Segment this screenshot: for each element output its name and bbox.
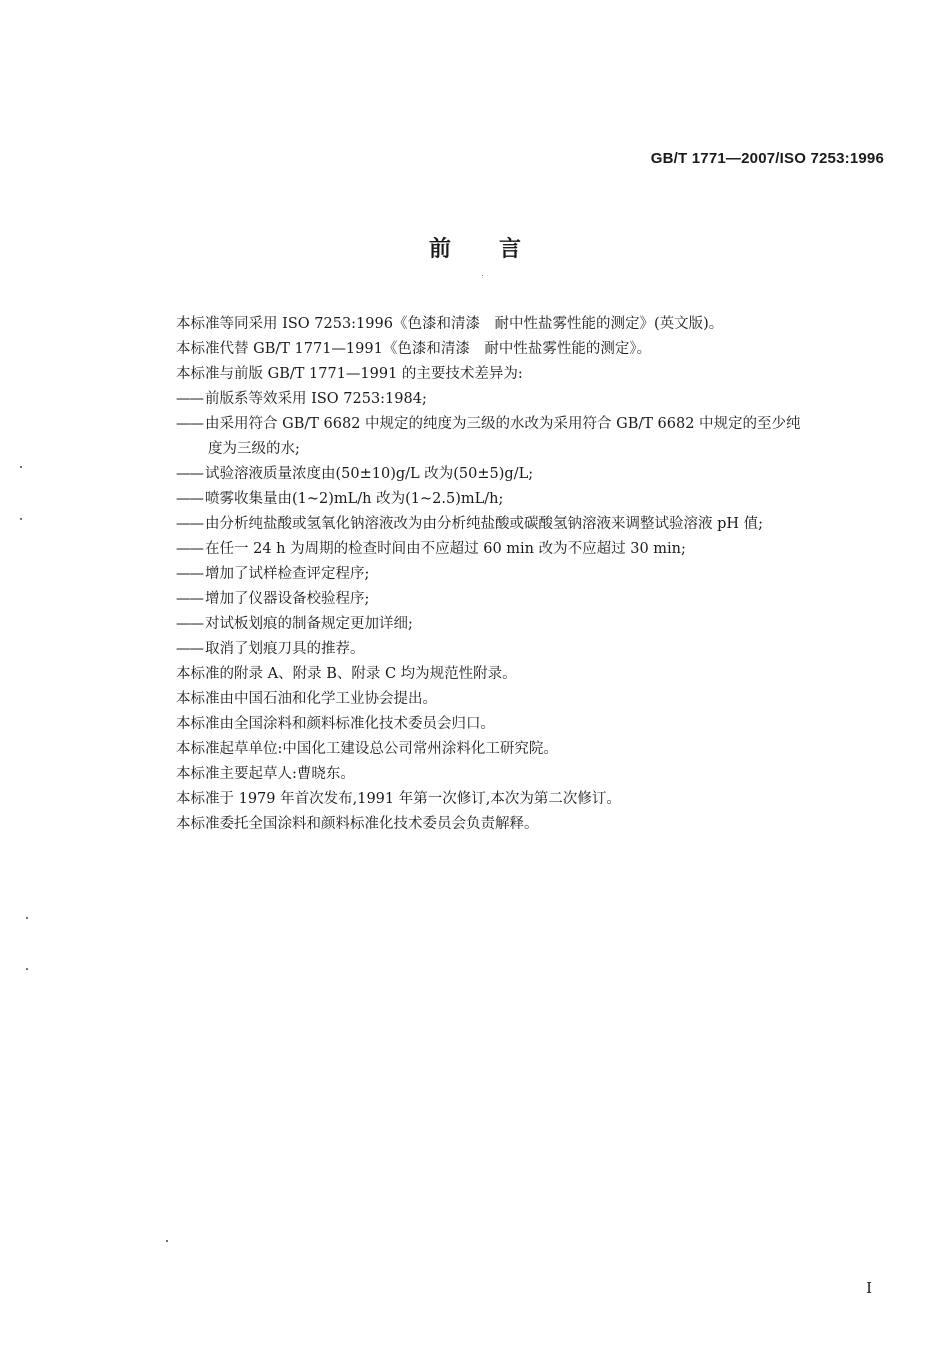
list-item-text: 前版系等效采用 ISO 7253:1984;: [205, 391, 427, 407]
list-item: [176, 562, 896, 587]
list-item-text: 由采用符合 GB/T 6682 中规定的纯度为三级的水改为采用符合 GB/T 6682 中规定的至少纯: [205, 416, 801, 432]
paragraph-differences-intro: 本标准与前版 GB/T 1771—1991 的主要技术差异为:: [176, 366, 523, 382]
dash-marker: ——: [176, 641, 203, 657]
paragraph-administrator: 本标准由全国涂料和颜料标准化技术委员会归口。: [176, 716, 495, 732]
list-item-text: 由分析纯盐酸或氢氧化钠溶液改为由分析纯盐酸或碳酸氢钠溶液来调整试验溶液 pH 值;: [205, 516, 764, 532]
list-item: [176, 487, 896, 512]
list-item: [176, 512, 896, 537]
paragraph-interpretation: 本标准委托全国涂料和颜料标准化技术委员会负责解释。: [176, 816, 539, 832]
dash-marker: ——: [176, 491, 203, 507]
list-item-text: 增加了试样检查评定程序;: [205, 566, 370, 582]
list-item: [176, 637, 896, 662]
list-item: [176, 587, 896, 612]
list-item-text: 试验溶液质量浓度由(50±10)g/L 改为(50±5)g/L;: [205, 466, 534, 482]
dash-marker: ——: [176, 566, 203, 582]
paragraph-history: 本标准于 1979 年首次发布,1991 年第一次修订,本次为第二次修订。: [176, 791, 621, 807]
list-item: [176, 412, 896, 437]
scan-speck: [166, 1240, 168, 1242]
dash-marker: ——: [176, 591, 203, 607]
dash-marker: ——: [176, 541, 203, 557]
list-item-text: 增加了仪器设备校验程序;: [205, 591, 370, 607]
list-item-text: 对试板划痕的制备规定更加详细;: [205, 616, 413, 632]
list-item-text: 在任一 24 h 为周期的检查时间由不应超过 60 min 改为不应超过 30 min;: [205, 541, 686, 557]
list-item-text: 取消了划痕刀具的推荐。: [205, 641, 365, 657]
dash-marker: ——: [176, 516, 203, 532]
paragraph-drafter: 本标准主要起草人:曹晓东。: [176, 766, 355, 782]
paragraph-proposer: 本标准由中国石油和化学工业协会提出。: [176, 691, 437, 707]
title-char-1: 前: [428, 237, 451, 262]
dash-marker: ——: [176, 391, 203, 407]
paragraph-replacement: 本标准代替 GB/T 1771—1991《色漆和清漆 耐中性盐雾性能的测定》。: [176, 341, 652, 357]
list-item-continuation: 度为三级的水;: [208, 441, 300, 457]
list-item: [176, 462, 896, 487]
list-item: [176, 387, 896, 412]
dash-marker: ——: [176, 616, 203, 632]
page-title: [0, 232, 950, 263]
list-item: [176, 537, 896, 562]
title-char-2: 言: [499, 237, 522, 262]
list-item-text: 喷雾收集量由(1~2)mL/h 改为(1~2.5)mL/h;: [205, 491, 504, 507]
scan-speck: [20, 466, 22, 468]
paragraph-annexes: 本标准的附录 A、附录 B、附录 C 均为规范性附录。: [176, 666, 517, 682]
list-item: [176, 612, 896, 637]
page-number: I: [866, 1279, 872, 1297]
scan-speck: [26, 917, 28, 919]
standard-code: GB/T 1771—2007/ISO 7253:1996: [650, 150, 884, 167]
scan-speck: [482, 275, 483, 276]
scan-speck: [20, 518, 22, 520]
foreword-body: [176, 312, 896, 837]
paragraph-adoption: 本标准等同采用 ISO 7253:1996《色漆和清漆 耐中性盐雾性能的测定》(英文版)。: [176, 316, 724, 332]
dash-marker: ——: [176, 416, 203, 432]
dash-marker: ——: [176, 466, 203, 482]
scan-speck: [26, 968, 28, 970]
paragraph-drafting-unit: 本标准起草单位:中国化工建设总公司常州涂料化工研究院。: [176, 741, 558, 757]
